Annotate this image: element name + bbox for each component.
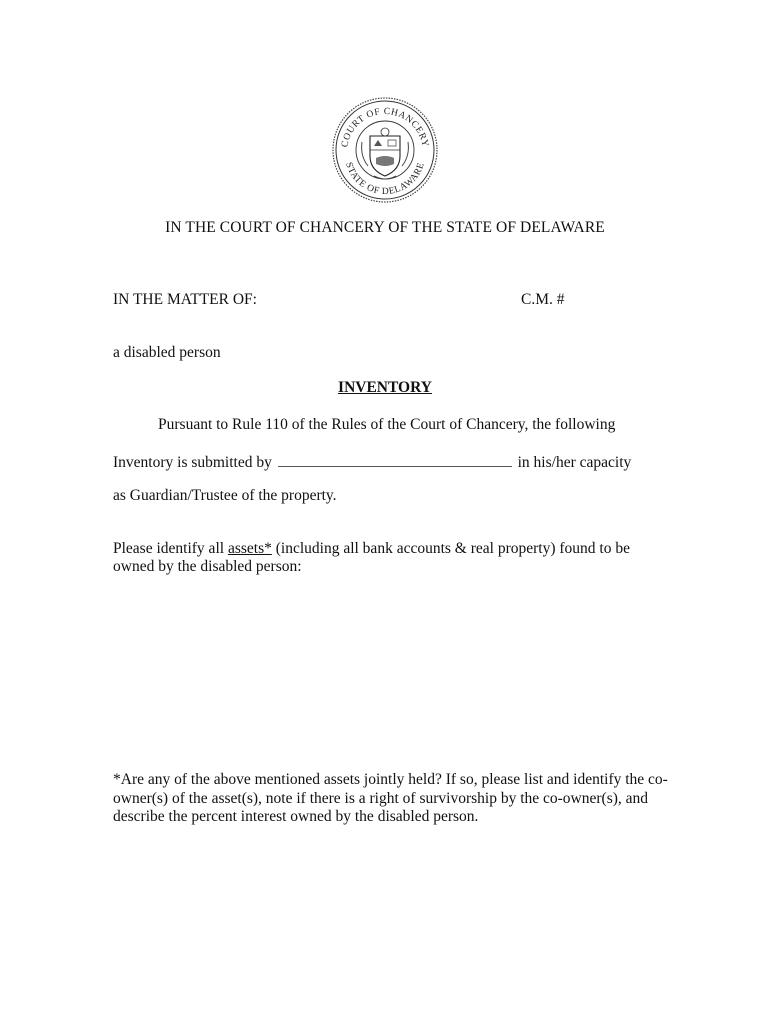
court-heading: IN THE COURT OF CHANCERY OF THE STATE OF DELAWARE	[165, 219, 605, 236]
assets-instruction	[113, 540, 653, 576]
seal-graphic	[330, 96, 440, 204]
assets-suffix: (including all bank accounts & real property) found to be owned by the disabled person:	[113, 540, 630, 575]
svg-text:COURT OF CHANCERY	[340, 107, 430, 148]
jointly-held-note: *Are any of the above mentioned assets jointly held? If so, please list and identify the co-owner(s) of the asset(s), note if there is a right of survivorship by the co-owner(s), and describe the percent interest owned by the disabled person.	[113, 771, 668, 825]
court-seal	[330, 96, 440, 204]
submitter-name-field[interactable]	[278, 452, 512, 467]
matter-label: IN THE MATTER OF:	[113, 291, 257, 308]
capacity-line: as Guardian/Trustee of the property.	[113, 487, 337, 504]
cm-number-label: C.M. #	[521, 291, 565, 308]
seal-shield-icon	[362, 128, 409, 179]
seal-top-text: COURT OF CHANCERY	[340, 106, 430, 149]
seal-bottom-text: STATE OF DELAWARE	[343, 161, 427, 198]
submitted-by-prefix: Inventory is submitted by	[113, 454, 272, 471]
inventory-title: INVENTORY	[338, 379, 432, 396]
assets-prefix: Please identify all	[113, 540, 225, 557]
submitted-by-line	[113, 452, 631, 472]
submitted-by-suffix: in his/her capacity	[517, 454, 632, 471]
assets-footnote-ref: assets*	[227, 540, 272, 557]
matter-subject: a disabled person	[113, 344, 221, 361]
rule-statement: Pursuant to Rule 110 of the Rules of the Court of Chancery, the following	[158, 416, 616, 433]
